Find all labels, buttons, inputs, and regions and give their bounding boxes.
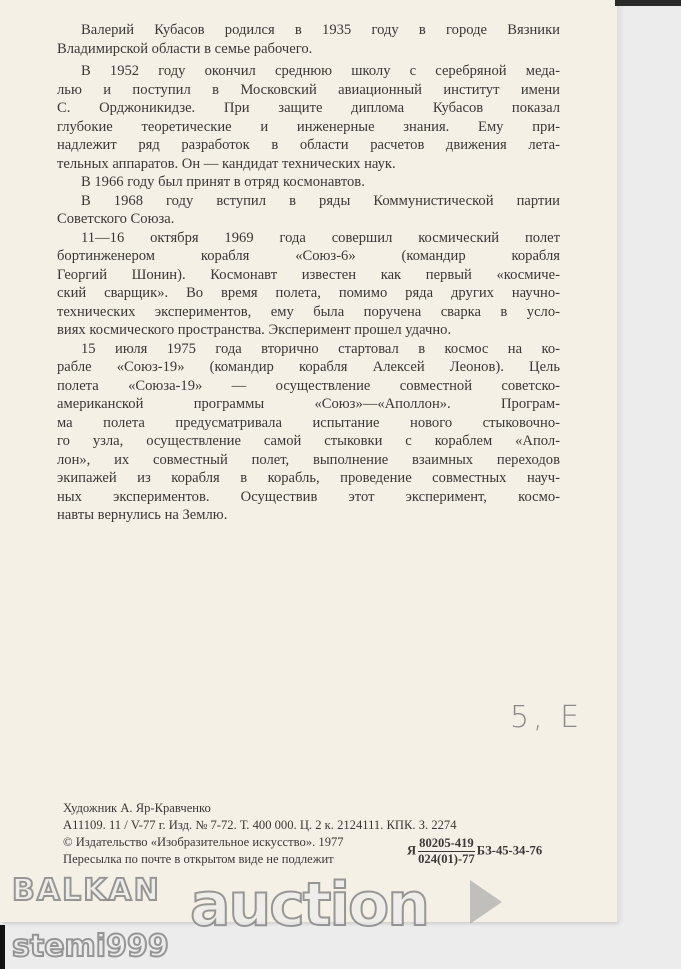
text-line: навты вернулись на Землю.	[57, 507, 228, 523]
text-line: С. Орджоникидзе. При защите диплома Кубасов показал	[57, 100, 560, 116]
text-line: тельных аппаратов. Он — кандидат технических наук.	[57, 155, 396, 172]
watermark-auction: auction	[190, 870, 428, 940]
text-line: лон», их совместный полет, выполнение взаимных переходов	[57, 451, 560, 468]
text-line: 11—16 октября 1969 года совершил космический полет	[81, 229, 560, 246]
text-line: полета «Союза-19» — осуществление совместной советско-	[57, 377, 560, 394]
text-line: В 1966 году был принят в отряд космонавтов.	[81, 174, 365, 190]
watermark-balkan: BALKAN	[12, 873, 161, 908]
publisher: © Издательство «Изобразительное искусство». 1977	[63, 835, 344, 849]
text-line: виях космического пространства. Эксперимент прошел удачно.	[57, 322, 452, 338]
text-line: лью и поступил в Московский авиационный институт имени	[57, 81, 560, 98]
card-edge-shadow	[617, 0, 625, 922]
text-line: экипажей из корабля в корабль, проведение совместных науч-	[57, 470, 560, 486]
text-line: ных экспериментов. Осуществив этот эксперимент, космо-	[57, 488, 560, 505]
scan-border	[0, 925, 5, 969]
biography-text	[57, 21, 560, 525]
text-line: В 1968 году вступил в ряды Коммунистической партии	[81, 192, 560, 209]
text-line: бортинженером корабля «Союз-6» (командир корабля	[57, 248, 560, 264]
text-line: 15 июля 1975 года вторично стартовал в космос на ко-	[81, 340, 560, 357]
scan-border	[615, 0, 681, 6]
text-line: ский сварщик». Во время полета, помимо ряда других научно-	[57, 285, 560, 301]
catalog-code	[407, 836, 542, 867]
text-line: ма полета предусматривала испытание нового стыковочно-	[57, 414, 560, 431]
text-line: В 1952 году окончил среднюю школу с серебряной меда-	[81, 63, 560, 79]
text-line: Валерий Кубасов родился в 1935 году в городе Вязники	[81, 22, 560, 38]
code-suffix: БЗ-45-34-76	[476, 843, 543, 858]
text-line: глубокие теоретические и инженерные знания. Ему при-	[57, 118, 560, 135]
watermark-play-icon	[470, 880, 502, 924]
watermark-seller: stemi999	[12, 929, 169, 964]
artist-credit: Художник А. Яр-Кравченко	[63, 801, 211, 815]
text-line: Георгий Шонин). Космонавт известен как первый «космиче-	[57, 266, 560, 283]
text-line: надлежит ряд разработок в области расчетов движения лета-	[57, 137, 560, 153]
code-numerator: 80205-419	[419, 836, 474, 850]
text-line: Советского Союза.	[57, 211, 175, 227]
text-line: Владимирской области в семье рабочего.	[57, 40, 313, 57]
text-line: технических экспериментов, ему была поручена сварка в усло-	[57, 303, 560, 320]
print-info: А11109. 11 / V-77 г. Изд. № 7-72. Т. 400 000. Ц. 2 к. 2124111. КПК. З. 2274	[63, 818, 457, 832]
code-prefix: Я	[407, 843, 417, 858]
mailing-note: Пересылка по почте в открытом виде не подлежит	[63, 852, 334, 866]
text-line: рабле «Союз-19» (командир корабля Алексей Леонов). Цель	[57, 359, 560, 375]
code-denominator: 024(01)-77	[418, 852, 475, 866]
text-line: го узла, осуществление самой стыковки с кораблем «Апол-	[57, 433, 560, 449]
imprint	[63, 800, 457, 868]
handwritten-note: 5, E	[510, 700, 584, 735]
text-line: американской программы «Союз»—«Аполлон». Програм-	[57, 396, 560, 412]
